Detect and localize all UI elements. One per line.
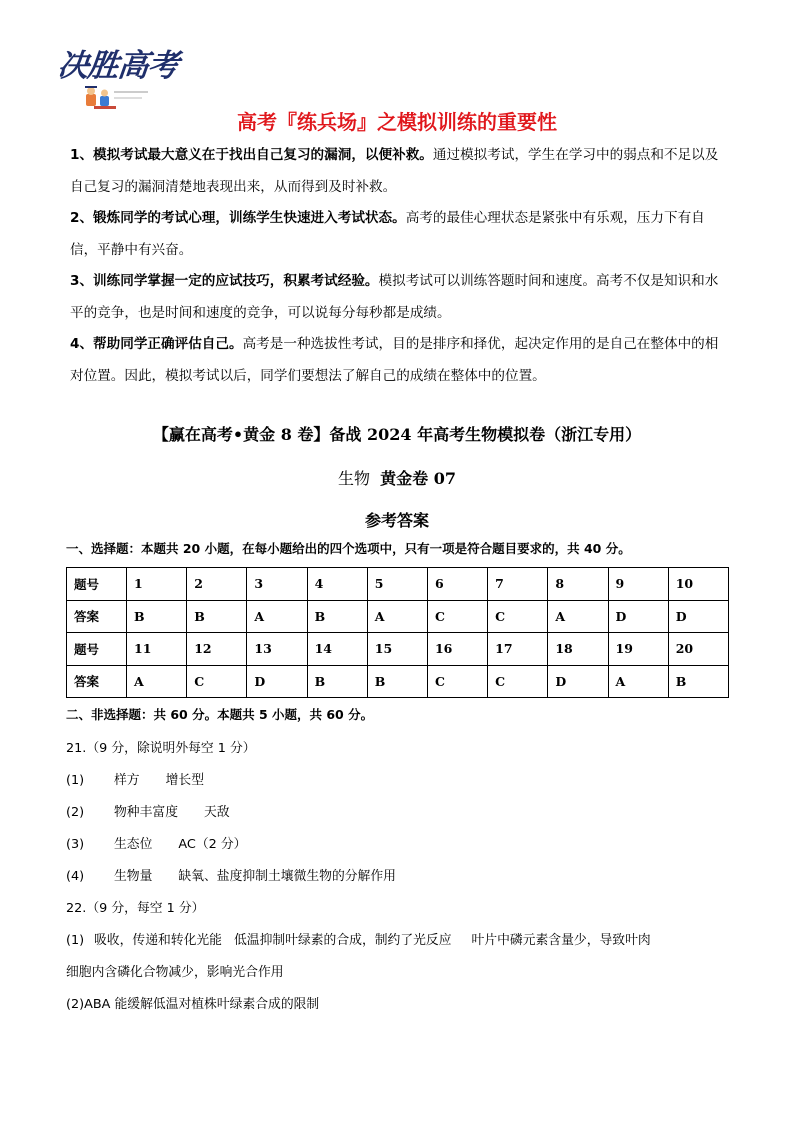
- table-cell: 6: [427, 568, 487, 601]
- q21-item-1-b: 增长型: [165, 773, 204, 788]
- table-cell: D: [608, 600, 668, 633]
- reference-answer-heading: 参考答案: [364, 511, 429, 530]
- intro-text-4: 高考是一种选拔性考试，目的是排序和择优，起决定作用的是自己在整体中的相对位置。因此，模拟考试以后，同学们要想法了解自己的成绩在整体中的位置。: [70, 336, 719, 384]
- q21-item-3: [66, 833, 246, 852]
- table-cell: 8: [548, 568, 608, 601]
- q21-item-1: [66, 769, 204, 788]
- intro-paragraph-1: [70, 140, 728, 203]
- table-cell: D: [668, 600, 728, 633]
- q21-item-3-num: (3): [66, 837, 85, 852]
- q21-item-4-a: 生物量: [114, 869, 153, 884]
- table-cell: 2: [187, 568, 247, 601]
- section2-heading: 二、非选择题：共 60 分。本题共 5 小题，共 60 分。: [66, 707, 374, 722]
- q22-line-1-a: 吸收，传递和转化光能: [94, 933, 222, 948]
- table-cell: C: [488, 665, 548, 698]
- table-cell: C: [427, 665, 487, 698]
- exam-paper: 黄金卷 07: [380, 469, 457, 488]
- intro-bold-2: 2、锻炼同学的考试心理，训练学生快速进入考试状态。: [70, 210, 406, 226]
- exam-title: 【赢在高考•黄金 8 卷】备战 2024 年高考生物模拟卷（浙江专用）: [152, 425, 642, 444]
- q21-item-3-b: AC（2 分）: [178, 837, 247, 852]
- table-cell: 15: [367, 633, 427, 666]
- table-cell: C: [187, 665, 247, 698]
- q21-item-4: [66, 865, 396, 884]
- table-row: [67, 568, 729, 601]
- q21-item-1-a: 样方: [114, 773, 140, 788]
- q21-item-2-b: 天敌: [203, 805, 230, 820]
- intro-text-1: 通过模拟考试，学生在学习中的弱点和不足以及自己复习的漏洞清楚地表现出来，从而得到及时补救。: [70, 147, 719, 195]
- q21-item-4-num: (4): [66, 869, 85, 884]
- table-cell: C: [427, 600, 487, 633]
- section1-heading: 一、选择题：本题共 20 小题，在每小题给出的四个选项中，只有一项是符合题目要求的，共 40 分。: [66, 541, 631, 556]
- table-cell: A: [127, 665, 187, 698]
- q21-item-2: [66, 801, 230, 820]
- page-title: 高考『练兵场』之模拟训练的重要性: [237, 110, 557, 134]
- q21-item-2-a: 物种丰富度: [114, 805, 178, 820]
- table-cell: B: [307, 665, 367, 698]
- q22-line-1-b: 低温抑制叶绿素的合成，制约了光反应: [233, 933, 452, 948]
- intro-paragraph-3: [70, 266, 728, 329]
- table-cell: 7: [488, 568, 548, 601]
- q21-item-4-b: 缺氧、盐度抑制土壤微生物的分解作用: [178, 869, 396, 884]
- q22-line-2: (2)ABA 能缓解低温对植株叶绿素合成的限制: [66, 997, 320, 1012]
- table-cell: 11: [127, 633, 187, 666]
- table-cell: 3: [247, 568, 307, 601]
- table-cell: D: [247, 665, 307, 698]
- table-row-label: 答案: [67, 600, 127, 633]
- q22-line-1-cont: 细胞内含磷化合物减少，影响光合作用: [66, 965, 284, 980]
- table-cell: 18: [548, 633, 608, 666]
- table-cell: 10: [668, 568, 728, 601]
- intro-bold-3: 3、训练同学掌握一定的应试技巧，积累考试经验。: [70, 273, 379, 289]
- table-row-label: 答案: [67, 665, 127, 698]
- table-cell: A: [548, 600, 608, 633]
- intro-paragraph-4: [70, 329, 728, 392]
- q21-item-1-num: (1): [66, 773, 85, 788]
- table-cell: 13: [247, 633, 307, 666]
- intro-text-2: 高考的最佳心理状态是紧张中有乐观，压力下有自信，平静中有兴奋。: [70, 210, 705, 258]
- table-row: [67, 665, 729, 698]
- table-cell: 12: [187, 633, 247, 666]
- exam-subject: 生物: [337, 469, 370, 488]
- q22-line-1: [66, 929, 651, 948]
- table-cell: 17: [488, 633, 548, 666]
- intro-paragraph-2: [70, 203, 728, 266]
- table-cell: B: [307, 600, 367, 633]
- table-row-label: 题号: [67, 568, 127, 601]
- table-cell: B: [367, 665, 427, 698]
- q21-item-3-a: 生态位: [114, 837, 153, 852]
- q22-line-1-num: (1): [66, 933, 85, 948]
- brand-logo: [55, 40, 180, 112]
- table-cell: 9: [608, 568, 668, 601]
- table-cell: B: [668, 665, 728, 698]
- q22-header: 22.（9 分，每空 1 分）: [66, 901, 205, 916]
- table-cell: 16: [427, 633, 487, 666]
- intro-bold-4: 4、帮助同学正确评估自己。: [70, 336, 243, 352]
- table-cell: A: [608, 665, 668, 698]
- answer-table: [66, 567, 729, 698]
- table-cell: 19: [608, 633, 668, 666]
- answer-table-body: [67, 568, 729, 698]
- intro-bold-1: 1、模拟考试最大意义在于找出自己复习的漏洞，以便补救。: [70, 147, 433, 163]
- table-cell: D: [548, 665, 608, 698]
- exam-subtitle: [0, 466, 794, 489]
- table-cell: 4: [307, 568, 367, 601]
- table-cell: B: [187, 600, 247, 633]
- q21-header: 21.（9 分，除说明外每空 1 分）: [66, 741, 256, 756]
- table-cell: A: [247, 600, 307, 633]
- intro-text-3: 模拟考试可以训练答题时间和速度。高考不仅是知识和水平的竞争，也是时间和速度的竞争，可以说每分每秒都是成绩。: [70, 273, 719, 321]
- q21-item-2-num: (2): [66, 805, 85, 820]
- table-row-label: 题号: [67, 633, 127, 666]
- table-cell: 14: [307, 633, 367, 666]
- table-row: [67, 633, 729, 666]
- q22-line-1-c: 叶片中磷元素含量少，导致叶肉: [471, 933, 651, 948]
- table-cell: A: [367, 600, 427, 633]
- table-cell: C: [488, 600, 548, 633]
- table-cell: 20: [668, 633, 728, 666]
- table-cell: B: [127, 600, 187, 633]
- table-row: [67, 600, 729, 633]
- logo-text: 决胜高考: [55, 48, 180, 84]
- table-cell: 5: [367, 568, 427, 601]
- table-cell: 1: [127, 568, 187, 601]
